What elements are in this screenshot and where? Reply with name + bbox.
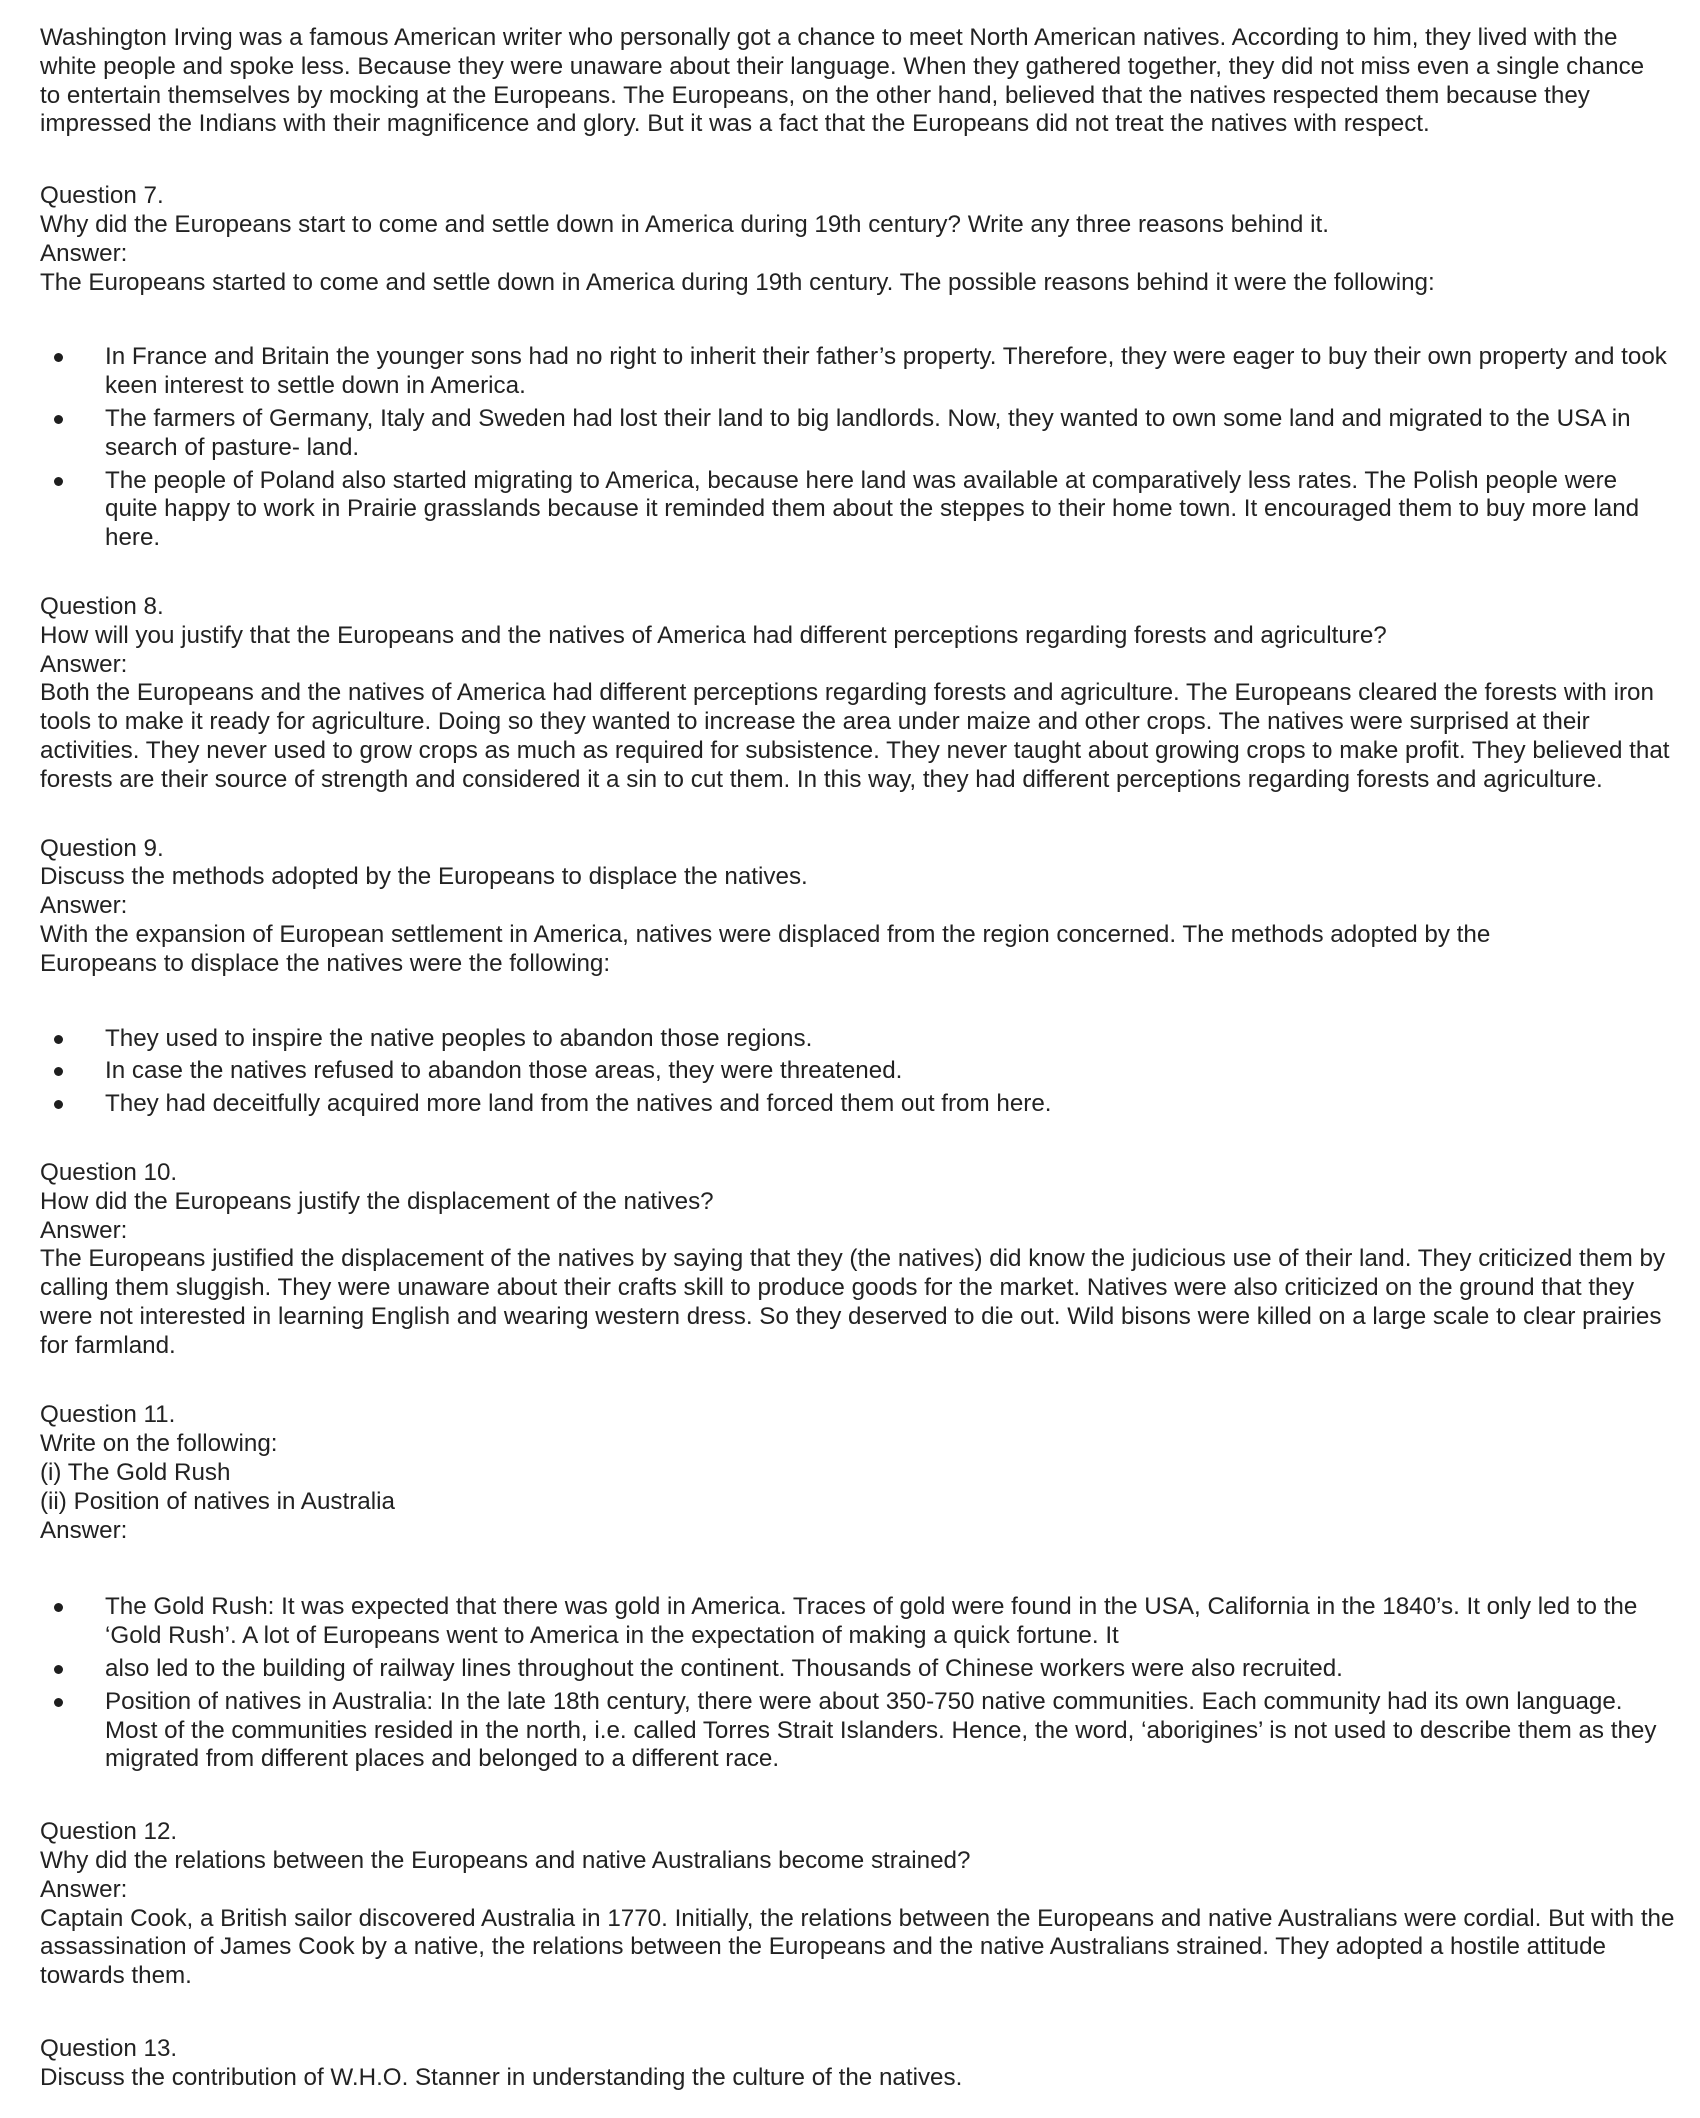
list-item-text: In case the natives refused to abandon those areas, they were threatened. — [105, 1057, 903, 1085]
list-item — [40, 1090, 1675, 1119]
list-item-text: The farmers of Germany, Italy and Sweden had lost their land to big landlords. Now, they wanted to own some land and migrated to the USA in search of pasture- land. — [105, 404, 1631, 461]
list-item — [40, 1655, 1675, 1684]
document-page — [40, 24, 1680, 2093]
answer-text: The Europeans justified the displacement of the natives by saying that they (the natives) did know the judicious use of their land. They criticized them by calling them sluggish. They were unaware about their crafts skill to produce goods for the market. Natives were also criticized on the ground that they were not interested in learning English and wearing western dress. So they deserved to die out. Wild bisons were killed on a large scale to clear prairies for farmland. — [40, 1245, 1666, 1359]
intro-paragraph: Washington Irving was a famous American writer who personally got a chance to meet North American natives. According to him, they lived with the white people and spoke less. Because they were unaware about their language. When they gathered together, they did not miss even a single chance to entertain themselves by mocking at the Europeans. The Europeans, on the other hand, believed that the natives respected them because they impressed the Indians with their magnificence and glory. But it was a fact that the Europeans did not treat the natives with respect. — [40, 24, 1645, 138]
list-item-text: In France and Britain the younger sons had no right to inherit their father’s property. Therefore, they were eager to buy their own property and took keen interest to settle down in America. — [105, 343, 1667, 400]
question-heading: Question 8. — [40, 592, 164, 620]
sub-item: (i) The Gold Rush — [40, 1459, 231, 1487]
question-prompt: Write on the following: — [40, 1430, 278, 1458]
bullet-list — [40, 1593, 1680, 1774]
question-heading: Question 9. — [40, 834, 164, 862]
list-item — [40, 405, 1675, 463]
question-7 — [40, 182, 1680, 553]
answer-text: Captain Cook, a British sailor discovered Australia in 1770. Initially, the relations between the Europeans and native Australians were cordial. But with the assassination of James Cook by a native, the relations between the Europeans and the native Australians strained. They adopted a hostile attitude towards them. — [40, 1904, 1675, 1990]
sub-item: (ii) Position of natives in Australia — [40, 1487, 395, 1515]
answer-label: Answer: — [40, 650, 128, 678]
answer-text: With the expansion of European settlement in America, natives were displaced from the region concerned. The methods adopted by the Europeans to displace the natives were the following: — [40, 920, 1491, 977]
list-item — [40, 343, 1675, 401]
question-prompt: How did the Europeans justify the displacement of the natives? — [40, 1187, 714, 1215]
answer-label: Answer: — [40, 892, 128, 920]
list-item-text: The Gold Rush: It was expected that there was gold in America. Traces of gold were found in the USA, California in the 1840’s. It only led to the ‘Gold Rush’. A lot of Europeans went to America in the expectation of making a quick fortune. It — [105, 1593, 1638, 1650]
question-heading: Question 12. — [40, 1818, 178, 1846]
answer-label: Answer: — [40, 239, 128, 267]
question-prompt: Why did the relations between the Europeans and native Australians become strained? — [40, 1847, 971, 1875]
question-heading: Question 11. — [40, 1401, 176, 1429]
question-heading: Question 13. — [40, 2035, 178, 2063]
answer-text: Both the Europeans and the natives of America had different perceptions regarding forests and agriculture. The Europeans cleared the forests with iron tools to make it ready for agriculture. Doing so they wanted to increase the area under maize and other crops. The natives were surprised at their activities. They never used to grow crops as much as required for subsistence. They never taught about growing crops to make profit. They believed that forests are their source of strength and considered it a sin to cut them. In this way, they had different perceptions regarding forests and agriculture. — [40, 679, 1670, 793]
question-prompt: Discuss the methods adopted by the Europeans to displace the natives. — [40, 863, 808, 891]
list-item — [40, 1025, 1675, 1054]
answer-label: Answer: — [40, 1875, 128, 1903]
question-12 — [40, 1818, 1680, 1991]
question-prompt: How will you justify that the Europeans and the natives of America had different perceptions regarding forests and agriculture? — [40, 621, 1387, 649]
list-item — [40, 1688, 1675, 1774]
list-item-text: They had deceitfully acquired more land from the natives and forced them out from here. — [105, 1090, 1052, 1118]
question-11 — [40, 1401, 1680, 1774]
bullet-icon — [54, 477, 63, 486]
question-9 — [40, 835, 1680, 1119]
list-item — [40, 1057, 1675, 1086]
answer-text: The Europeans started to come and settle down in America during 19th century. The possible reasons behind it were the following: — [40, 268, 1435, 296]
bullet-icon — [54, 1100, 63, 1109]
list-item-text: Position of natives in Australia: In the late 18th century, there were about 350-750 native communities. Each community had its own language. Most of the communities resided in the north, i.e. called Torres Strait Islanders. Hence, the word, ‘aborigines’ is not used to describe them as they migrated from different places and belonged to a different race. — [105, 1687, 1657, 1773]
answer-label: Answer: — [40, 1516, 128, 1544]
list-item-text: They used to inspire the native peoples to abandon those regions. — [105, 1024, 813, 1052]
list-item — [40, 467, 1675, 553]
list-item — [40, 1593, 1675, 1651]
question-prompt: Why did the Europeans start to come and settle down in America during 19th century? Write any three reasons behind it. — [40, 210, 1329, 238]
question-heading: Question 7. — [40, 182, 164, 210]
bullet-icon — [54, 415, 63, 424]
bullet-icon — [54, 1665, 63, 1674]
question-prompt: Discuss the contribution of W.H.O. Stanner in understanding the culture of the natives. — [40, 2063, 963, 2091]
question-8 — [40, 593, 1680, 795]
bullet-icon — [54, 1035, 63, 1044]
bullet-icon — [54, 1067, 63, 1076]
bullet-list — [40, 343, 1680, 553]
question-heading: Question 10. — [40, 1158, 178, 1186]
question-13 — [40, 2035, 1680, 2093]
bullet-icon — [54, 353, 63, 362]
bullet-icon — [54, 1603, 63, 1612]
bullet-list — [40, 1025, 1680, 1119]
answer-label: Answer: — [40, 1216, 128, 1244]
bullet-icon — [54, 1698, 63, 1707]
list-item-text: also led to the building of railway lines throughout the continent. Thousands of Chinese workers were also recruited. — [105, 1655, 1343, 1683]
question-10 — [40, 1159, 1680, 1361]
list-item-text: The people of Poland also started migrating to America, because here land was available at comparatively less rates. The Polish people were quite happy to work in Prairie grasslands because it reminded them about the steppes to their home town. It encouraged them to buy more land here. — [105, 466, 1640, 552]
